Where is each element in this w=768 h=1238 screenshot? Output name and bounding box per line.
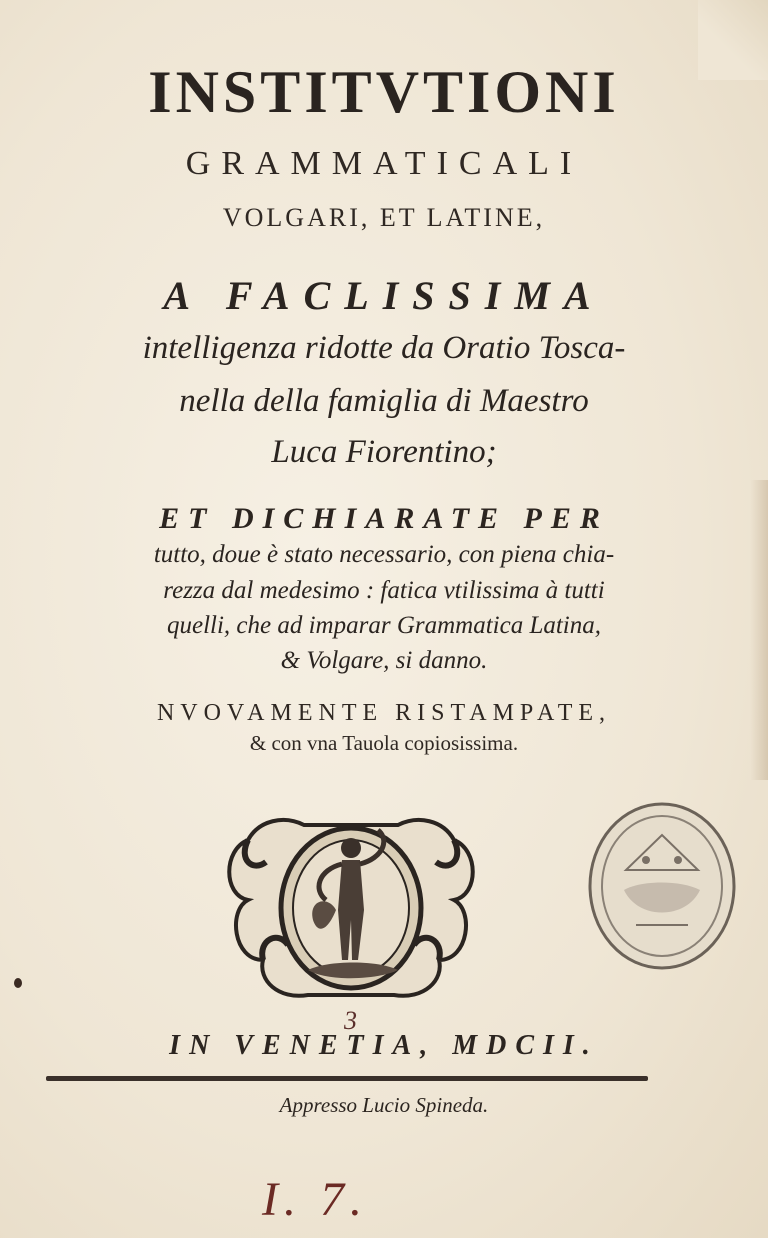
library-stamp [586,800,738,972]
description-line: & Volgare, si danno. [280,647,488,674]
subtitle-heading: A FACLISSIMA [163,273,605,318]
index-notice: & con vna Tauola copiosissima. [249,731,519,755]
ink-spot [14,978,22,988]
subtitle-line-3: nella della famiglia di Maestro [179,383,589,419]
description-line: quelli, che ad imparar Grammatica Latina, [166,612,601,639]
imprint-rule [46,1076,648,1081]
printer-name: Appresso Lucio Spineda. [279,1093,489,1117]
reprint-notice: NVOVAMENTE RISTAMPATE, [156,700,612,726]
imprint-place-date: IN VENETIA, MDCII. [169,1030,599,1061]
title-line-3: VOLGARI, ET LATINE, [222,203,546,232]
description-line: rezza dal medesimo : fatica vtilissima à tutti [163,577,605,604]
title-line-2: GRAMMATICALI [185,145,583,182]
subtitle-line-4: Luca Fiorentino; [271,434,497,470]
printers-device-emblem [218,800,484,1010]
description-line: tutto, doue è stato necessario, con piena chia- [153,541,615,568]
shelfmark-annotation: I. 7. [262,1173,368,1226]
manuscript-numeral: 3 [344,1006,357,1035]
subtitle-line-2: intelligenza ridotte da Oratio Tosca- [142,330,626,366]
description-heading: ET DICHIARATE PER [159,502,609,535]
title-line-1: INSTITVTIONI [148,59,620,125]
